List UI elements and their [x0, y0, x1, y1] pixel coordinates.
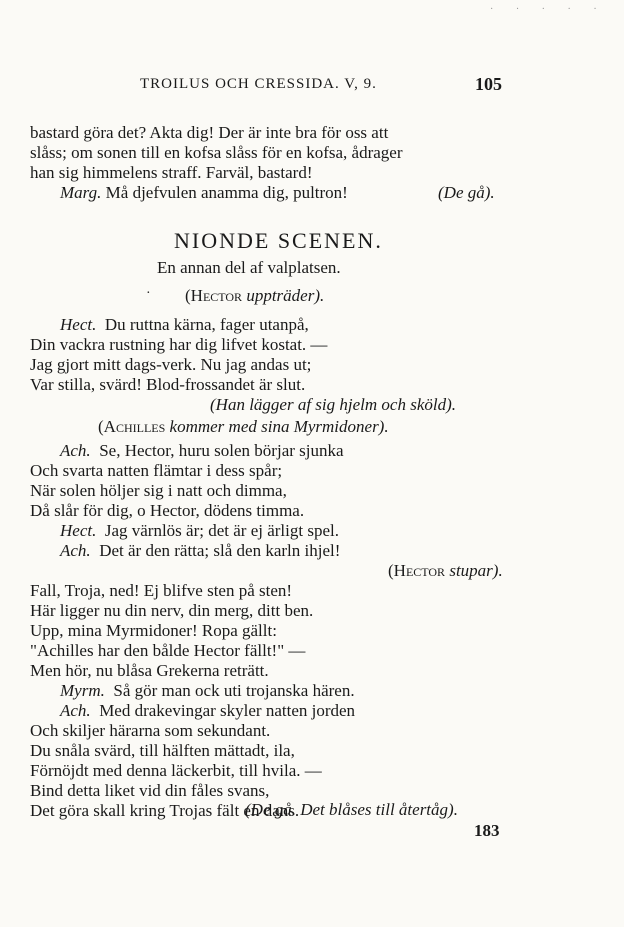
verse-line: Och skiljer härarna som sekundant. — [30, 721, 271, 740]
speaker-ach: Ach. — [60, 441, 91, 460]
verse-line: Och svarta natten flämtar i dess spår; — [30, 461, 283, 480]
speaker-hect: Hect. — [60, 315, 97, 334]
verse-line: Det göra skall kring Trojas fält en dans. — [30, 801, 300, 820]
page-number: 105 — [475, 74, 502, 94]
verse-line: Du snåla svärd, till hälften mättadt, ila, — [30, 741, 295, 760]
verse-line: Upp, mina Myrmidoner! Ropa gällt: — [30, 621, 277, 640]
stage-direction-hector-enters: (Hector uppträder). — [185, 286, 325, 305]
verse-line: Men hör, nu blåsa Grekerna reträtt. — [30, 661, 269, 680]
stage-direction-hector-falls: (Hector stupar). — [388, 561, 503, 580]
bullet-dot: · — [146, 286, 151, 301]
signature-mark: 183 — [474, 821, 500, 840]
running-title: TROILUS OCH CRESSIDA. V, 9. — [140, 76, 377, 92]
marg-line — [60, 183, 348, 203]
verse-line: Myrm. Så gör man ock uti trojanska hären. — [60, 681, 355, 700]
verse-line: När solen höljer sig i natt och dimma, — [30, 481, 287, 500]
verse-line: Ach. Det är den rätta; slå den karln ihjel! — [60, 541, 341, 560]
verse-line: Bind detta liket vid din fåles svans, — [30, 781, 270, 800]
verse-line: "Achilles har den bålde Hector fällt!" — — [30, 641, 306, 660]
prose-line: bastard göra det? Akta dig! Der är inte bra för oss att — [30, 123, 389, 142]
speaker-marg: Marg. — [60, 183, 102, 202]
verse-line: Då slår för dig, o Hector, dödens timma. — [30, 501, 305, 520]
speaker-myrm: Myrm. — [60, 681, 105, 700]
verse-line: Hect. Jag värnlös är; det är ej ärligt spel. — [60, 521, 339, 540]
marg-text: Må djefvulen anamma dig, pultron! — [105, 183, 348, 202]
verse-line: Ach. Se, Hector, huru solen börjar sjunka — [60, 441, 344, 460]
verse-line: Fall, Troja, ned! Ej blifve sten på sten! — [30, 581, 293, 600]
prose-line: slåss; om sonen till en kofsa slåss för en kofsa, ådrager — [30, 143, 403, 162]
verse-line: Jag gjort mitt dags-verk. Nu jag andas ut; — [30, 355, 312, 374]
stage-direction-achilles-enters: (Achilles kommer med sina Myrmidoner). — [98, 417, 389, 436]
page-edge-marks: · · · · · — [490, 4, 607, 15]
scene-subtitle: En annan del af valplatsen. — [157, 258, 341, 277]
verse-line: Här ligger nu din nerv, din merg, ditt ben. — [30, 601, 314, 620]
verse-line: Din vackra rustning har dig lifvet kostat. — — [30, 335, 328, 354]
stage-direction-exit: (De gå). — [438, 183, 495, 202]
speaker-ach: Ach. — [60, 541, 91, 560]
scene-title: NIONDE SCENEN. — [174, 228, 383, 253]
stage-direction-retreat: (De gå. Det blåses till återtåg). — [245, 800, 458, 819]
verse-line: Hect. Du ruttna kärna, fager utanpå, — [60, 315, 309, 334]
stage-direction-helmet: (Han lägger af sig hjelm och sköld). — [210, 395, 456, 414]
verse-line: Ach. Med drakevingar skyler natten jorden — [60, 701, 356, 720]
speaker-ach: Ach. — [60, 701, 91, 720]
speaker-hect: Hect. — [60, 521, 97, 540]
verse-line: Var stilla, svärd! Blod-frossandet är slut. — [30, 375, 306, 394]
prose-line: han sig himmelens straff. Farväl, bastard! — [30, 163, 313, 182]
verse-line: Förnöjdt med denna läckerbit, till hvila. — — [30, 761, 322, 780]
